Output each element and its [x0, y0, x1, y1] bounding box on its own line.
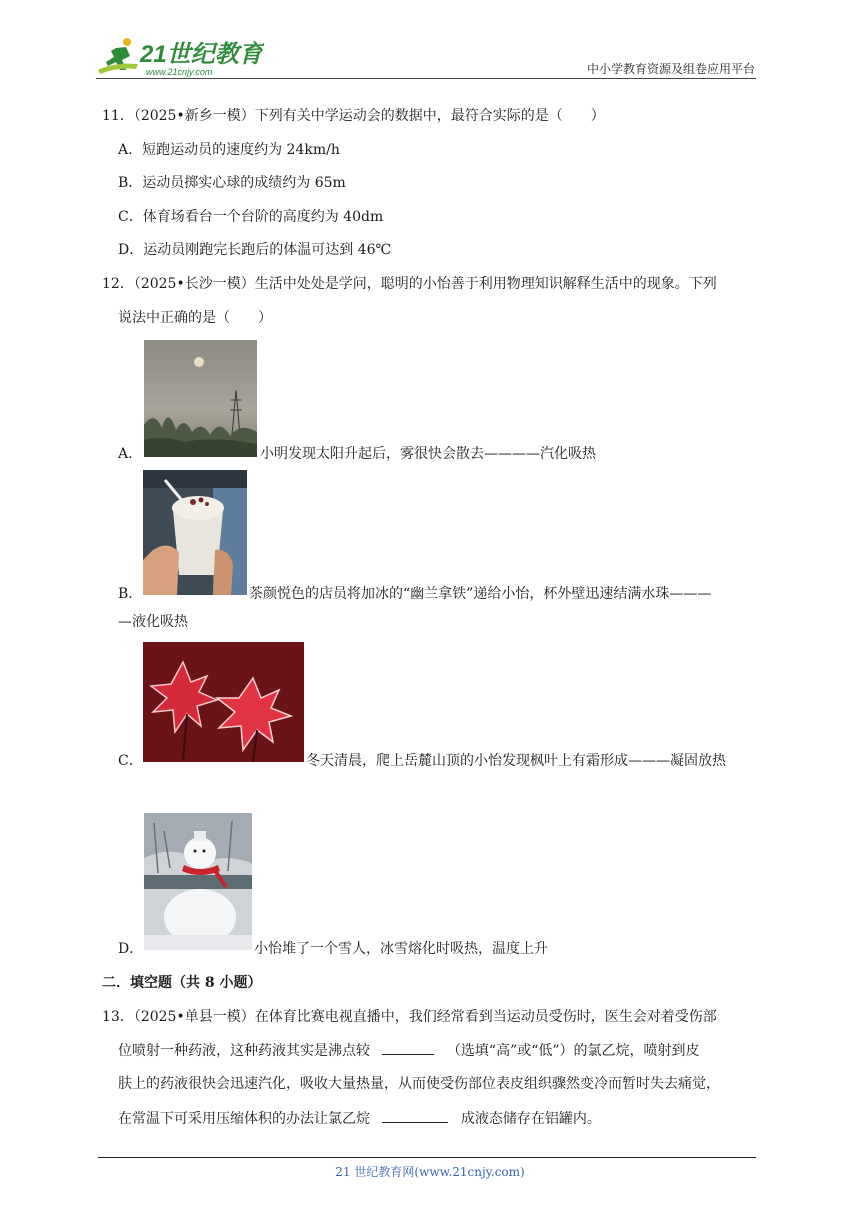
footer-site-text[interactable]: 21 世纪教育网(www.21cnjy.com) — [335, 1165, 525, 1179]
q12-option-c-label: C． — [118, 753, 143, 769]
runner-icon — [98, 38, 138, 74]
q11-option-a: A．短跑运动员的速度约为 24km/h — [118, 142, 340, 158]
q13-line4 — [118, 1108, 601, 1129]
q12-photo-b-iced-drink — [143, 470, 247, 595]
q12-photo-c-frosted-maple — [143, 642, 304, 762]
q12-option-d-text: 小怡堆了一个雪人，冰雪熔化时吸热，温度上升 — [254, 941, 548, 957]
q12-option-d-label: D． — [118, 941, 144, 957]
q12-option-b-text-line2: —液化吸热 — [118, 614, 188, 630]
logo-url: www.21cnjy.com — [146, 67, 213, 77]
q13-line2-start: 位喷射一种药液，这种药液其实是沸点较 — [118, 1043, 370, 1059]
q12-photo-a-foggy-sunrise — [144, 340, 257, 457]
q13-line1: 13．（2025•单县一模）在体育比赛电视直播中，我们经常看到当运动员受伤时，医生会对着受伤部 — [102, 1009, 717, 1025]
q13-line3: 肤上的药液很快会迅速汽化，吸收大量热量，从而使受伤部位表皮组织骤然变冷而暂时失去痛觉， — [118, 1076, 720, 1092]
q12-photo-d-snowman — [144, 813, 252, 950]
site-logo — [94, 36, 264, 80]
section-2-title: 二．填空题（共 8 小题） — [102, 975, 262, 991]
q12-option-a-label: A． — [118, 446, 143, 462]
q12-option-a-text: 小明发现太阳升起后，雾很快会散去————汽化吸热 — [260, 446, 596, 462]
q11-option-c: C．体育场看台一个台阶的高度约为 40dm — [118, 209, 384, 225]
q13-blank-1[interactable] — [382, 1040, 434, 1055]
footer-divider — [98, 1157, 756, 1158]
q11-option-b: B．运动员掷实心球的成绩约为 65m — [118, 175, 346, 191]
logo-wordmark: 21世纪教育 — [140, 41, 263, 68]
q12-option-c-text: 冬天清晨，爬上岳麓山顶的小怡发现枫叶上有霜形成———凝固放热 — [306, 753, 726, 769]
header-divider — [96, 78, 756, 79]
q13-line4-end: 成液态储存在铝罐内。 — [460, 1111, 601, 1127]
q12-option-b-label: B． — [118, 586, 143, 602]
q12-option-b-text-line1: 茶颜悦色的店员将加冰的“幽兰拿铁”递给小怡，杯外壁迅速结满水珠——— — [249, 586, 712, 602]
q11-stem: 11．（2025•新乡一模）下列有关中学运动会的数据中，最符合实际的是（ ） — [102, 108, 605, 124]
q12-stem-line1: 12．（2025•长沙一模）生活中处处是学问，聪明的小怡善于利用物理知识解释生活中的现象。下列 — [102, 276, 717, 292]
q13-blank-2[interactable] — [382, 1108, 448, 1123]
header-platform-text: 中小学教育资源及组卷应用平台 — [586, 62, 755, 76]
q11-option-d: D．运动员刚跑完长跑后的体温可达到 46℃ — [118, 242, 392, 258]
q13-line2-end: （选填“高”或“低”）的氯乙烷，喷射到皮 — [446, 1043, 700, 1059]
q13-line4-start: 在常温下可采用压缩体积的办法让氯乙烷 — [118, 1111, 370, 1127]
q13-line2 — [118, 1040, 700, 1061]
q12-stem-line2: 说法中正确的是（ ） — [118, 310, 272, 326]
